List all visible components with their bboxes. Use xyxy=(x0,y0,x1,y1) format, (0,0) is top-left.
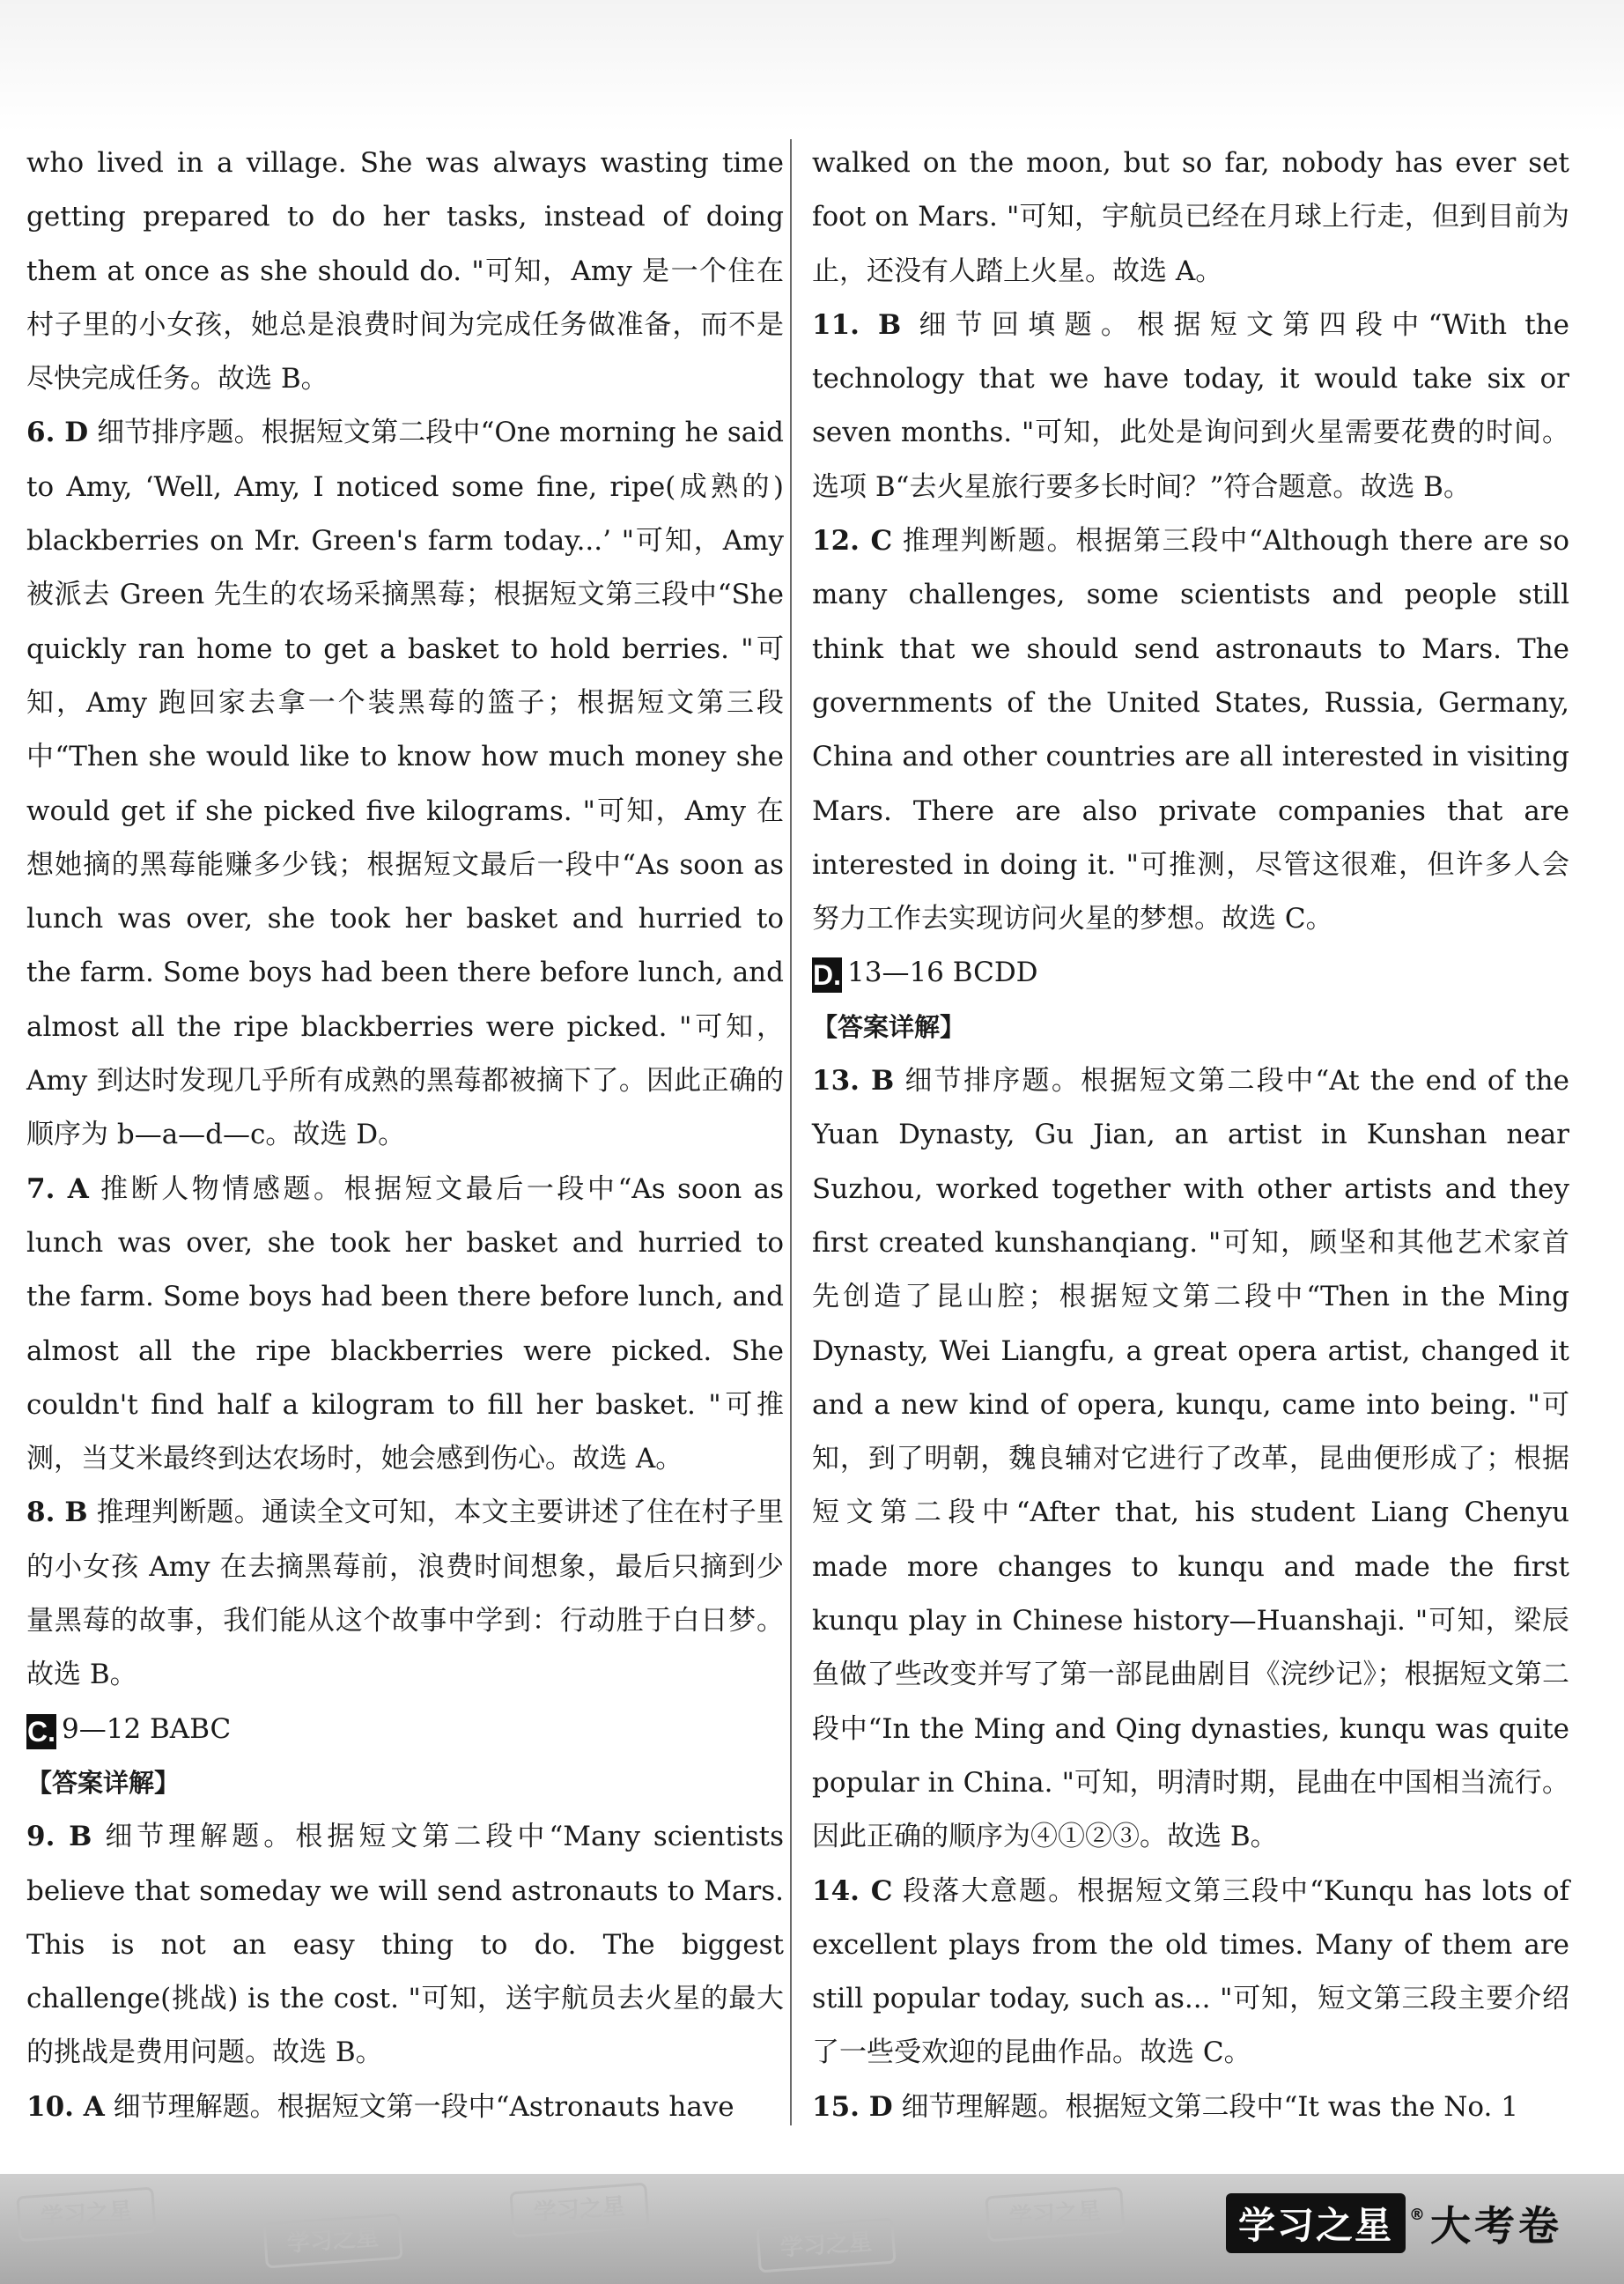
watermark-logo: 学习之星 xyxy=(16,2187,156,2243)
question-number: 9. B xyxy=(26,1821,92,1853)
watermark-logo: 学习之星 xyxy=(756,2218,896,2273)
right-column xyxy=(812,137,1569,2134)
question-number: 7. A xyxy=(26,1172,89,1205)
section-c-badge: C. xyxy=(27,1715,55,1748)
watermark-logo: 学习之星 xyxy=(262,2214,402,2269)
paragraph-continuation: who lived in a village. She was always wasting time getting prepared to do her tasks, instead of doing them at once as she should do. "可知，Amy 是一个住在村子里的小女孩，她总是浪费时间为完成任务做准备，而不是尽快完成任务。故选 B。 xyxy=(26,147,784,395)
brand-logo xyxy=(1226,2193,1562,2253)
question-15-explanation: 15. D 细节理解题。根据短文第二段中“It was the No. 1 xyxy=(812,2090,1518,2123)
question-number: 13. B xyxy=(812,1065,895,1098)
brand-subtitle: 大考卷 xyxy=(1430,2202,1562,2250)
left-column xyxy=(26,137,784,2134)
answer-detail-heading: 【答案详解】 xyxy=(812,1011,966,1042)
footer-band xyxy=(0,2174,1624,2284)
question-13-explanation: 13. B 细节排序题。根据短文第二段中“At the end of the Yuan Dynasty, Gu Jian, an artist in Kunshan near Suzhou, worked together with other artists and they first created kunshanqiang. "可知，顾坚和其他艺术家首先创造了昆山腔；根据短文第二段中“Then in the Ming Dynasty, Wei Liangfu, a great opera artist, changed it and a new kind of opera, kunqu, came into being. "可知，到了明朝，魏良辅对它进行了改革，昆曲便形成了；根据短文第二段中“After that, his student Liang Chenyu made more changes to kunqu and made the first kunqu play in Chinese history—Huanshaji. "可知，梁辰鱼做了些改变并写了第一部昆曲剧目《浣纱记》；根据短文第二段中“In the Ming and Qing dynasties, kunqu was quite popular in China. "可知，明清时期，昆曲在中国相当流行。因此正确的顺序为④①②③。故选 B。 xyxy=(812,1065,1569,1853)
question-number: 12. C xyxy=(812,525,893,558)
brand-name: 学习之星 xyxy=(1226,2193,1406,2253)
question-9-explanation: 9. B 细节理解题。根据短文第二段中“Many scientists believe that someday we will send astronauts to Mars. This is not an easy thing to do. The biggest challenge(挑战) is the cost. "可知，送宇航员去火星的最大的挑战是费用问题。故选 B。 xyxy=(26,1821,784,2069)
question-number: 6. D xyxy=(26,417,89,449)
question-10-continuation: walked on the moon, but so far, nobody has ever set foot on Mars. "可知，宇航员已经在月球上行走，但到目前为止，还没有人踏上火星。故选 A。 xyxy=(812,147,1569,287)
question-14-explanation: 14. C 段落大意题。根据短文第三段中“Kunqu has lots of excellent plays from the old times. Many of them are still popular today, such as... "可知，短文第三段主要介绍了一些受欢迎的昆曲作品。故选 C。 xyxy=(812,1874,1569,2069)
watermark-logo: 学习之星 xyxy=(509,2183,649,2238)
question-7-explanation: 7. A 推断人物情感题。根据短文最后一段中“As soon as lunch was over, she took her basket and hurried to the farm. Some boys had been there before lunch, and almost all the ripe blackberries were picked. She couldn't find half a kilogram to fill her basket. "可推测，当艾米最终到达农场时，她会感到伤心。故选 A。 xyxy=(26,1172,784,1475)
section-c-header xyxy=(26,1703,784,1756)
question-11-explanation: 11. B 细节回填题。根据短文第四段中“With the technology that we have today, it would take six or seven months. "可知，此处是询问到火星需要花费的时间。选项 B“去火星旅行要多长时间？”符合题意。故选 B。 xyxy=(812,308,1569,503)
question-number: 14. C xyxy=(812,1874,893,1907)
question-10-explanation: 10. A 细节理解题。根据短文第一段中“Astronauts have xyxy=(26,2090,734,2123)
page-top-shade xyxy=(0,0,1624,132)
question-number: 10. A xyxy=(26,2090,105,2123)
question-8-explanation: 8. B 推理判断题。通读全文可知，本文主要讲述了住在村子里的小女孩 Amy 在去摘黑莓前，浪费时间想象，最后只摘到少量黑莓的故事，我们能从这个故事中学到：行动胜于白日梦。故选 B。 xyxy=(26,1497,785,1691)
question-number: 15. D xyxy=(812,2090,893,2123)
section-d-header xyxy=(812,946,1569,1000)
registered-mark: ® xyxy=(1409,2205,1425,2224)
answer-detail-heading: 【答案详解】 xyxy=(26,1767,181,1798)
section-c-answers: 9—12 BABC xyxy=(62,1712,232,1745)
section-d-answers: 13—16 BCDD xyxy=(847,957,1038,989)
column-divider xyxy=(790,139,792,2125)
section-d-badge: D. xyxy=(813,959,841,992)
watermark-logo: 学习之星 xyxy=(985,2187,1125,2243)
question-6-explanation: 6. D 细节排序题。根据短文第二段中“One morning he said to Amy, ‘Well, Amy, I noticed some fine, ripe(成熟的) blackberries on Mr. Green's farm today...’ "可知，Amy 被派去 Green 先生的农场采摘黑莓；根据短文第三段中“She quickly ran home to get a basket to hold berries. "可知，Amy 跑回家去拿一个装黑莓的篮子；根据短文第三段中“Then she would like to know how much money she would get if she picked five kilograms. "可知，Amy 在想她摘的黑莓能赚多少钱；根据短文最后一段中“As soon as lunch was over, she took her basket and hurried to the farm. Some boys had been there before lunch, and almost all the ripe blackberries were picked. "可知，Amy 到达时发现几乎所有成熟的黑莓都被摘下了。因此正确的顺序为 b—a—d—c。故选 D。 xyxy=(26,417,784,1151)
question-number: 8. B xyxy=(26,1497,88,1529)
question-12-explanation: 12. C 推理判断题。根据第三段中“Although there are so many challenges, some scientists and people still think that we should send astronauts to Mars. The governments of the United States, Russia, Germany, China and other countries are all interested in visiting Mars. There are also private companies that are interested in doing it. "可推测，尽管这很难，但许多人会努力工作去实现访问火星的梦想。故选 C。 xyxy=(812,525,1569,935)
question-number: 11. B xyxy=(812,308,902,341)
